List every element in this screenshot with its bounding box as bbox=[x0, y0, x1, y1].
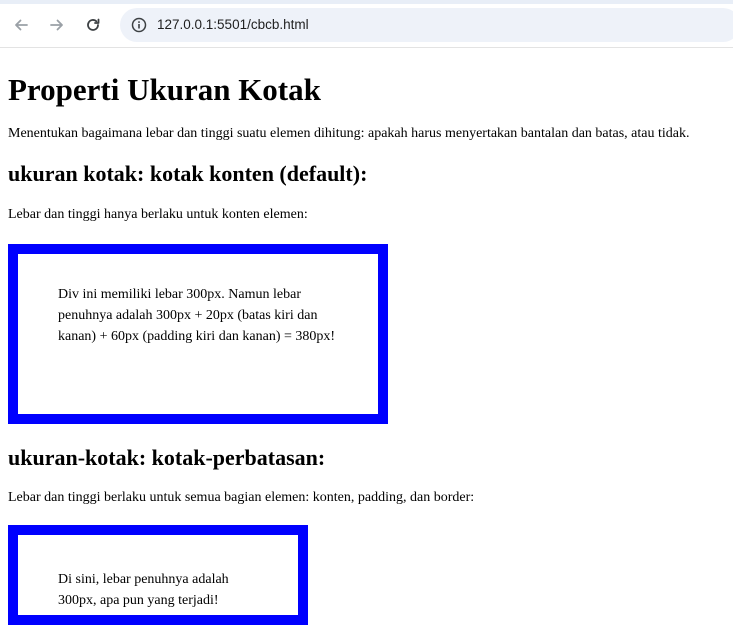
forward-arrow-icon bbox=[49, 17, 65, 33]
border-box-text: Di sini, lebar penuhnya adalah 300px, apa pun yang terjadi! bbox=[58, 572, 229, 608]
site-info-icon[interactable] bbox=[130, 16, 148, 34]
content-box-text: Div ini memiliki lebar 300px. Namun lebar penuhnya adalah 300px + 20px (batas kiri dan kanan) + 60px (padding kiri dan kanan) = 380px! bbox=[58, 287, 336, 344]
page-content bbox=[8, 48, 733, 625]
url-text[interactable]: 127.0.0.1:5501/cbcb.html bbox=[157, 17, 309, 32]
section-heading-content-box: ukuran kotak: kotak konten (default): bbox=[8, 161, 368, 186]
border-box-demo bbox=[8, 525, 308, 625]
forward-button[interactable] bbox=[44, 12, 70, 38]
browser-toolbar bbox=[0, 0, 733, 48]
address-bar[interactable] bbox=[120, 8, 733, 42]
content-box-description: Lebar dan tinggi hanya berlaku untuk konten elemen: bbox=[8, 207, 308, 222]
intro-paragraph: Menentukan bagaimana lebar dan tinggi suatu elemen dihitung: apakah harus menyertakan bantalan dan batas, atau tidak. bbox=[8, 126, 690, 141]
back-arrow-icon bbox=[13, 17, 29, 33]
page-title: Properti Ukuran Kotak bbox=[8, 72, 321, 107]
content-box-demo bbox=[8, 244, 388, 424]
reload-icon bbox=[85, 17, 101, 33]
section-heading-border-box: ukuran-kotak: kotak-perbatasan: bbox=[8, 445, 326, 470]
reload-button[interactable] bbox=[80, 12, 106, 38]
back-button[interactable] bbox=[8, 12, 34, 38]
border-box-description: Lebar dan tinggi berlaku untuk semua bagian elemen: konten, padding, dan border: bbox=[8, 490, 475, 505]
